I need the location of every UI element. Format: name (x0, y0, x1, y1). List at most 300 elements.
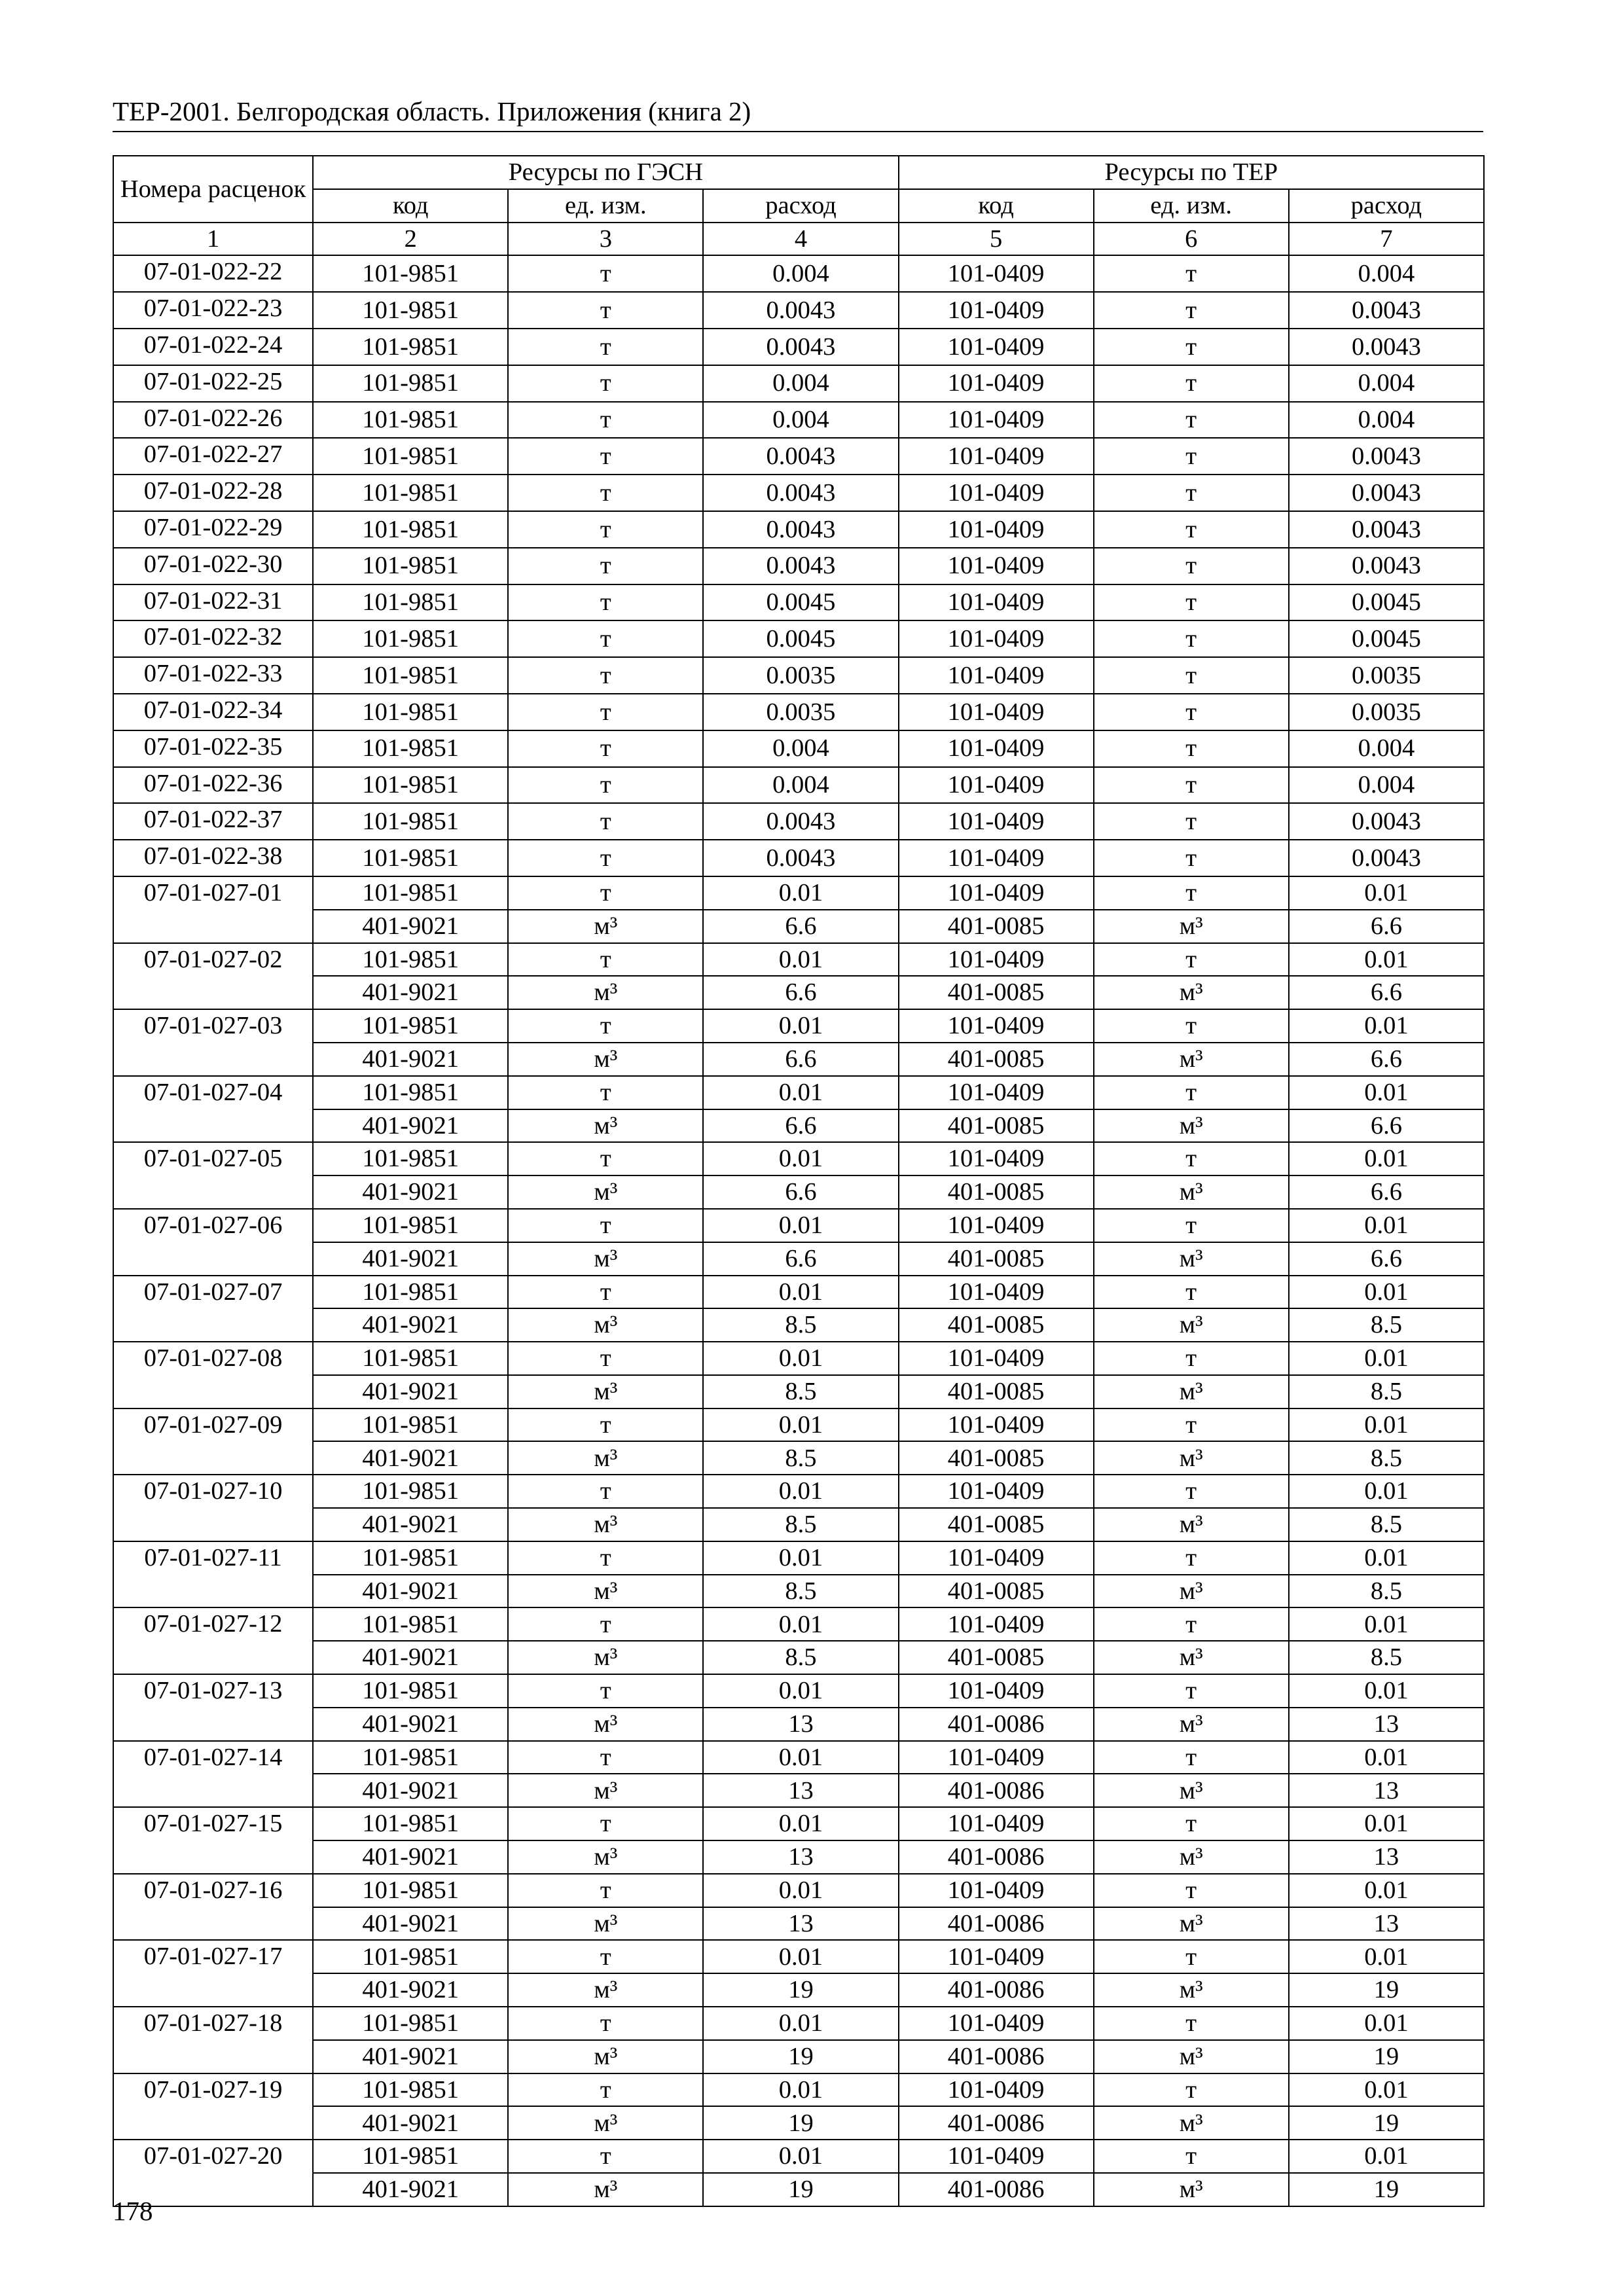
table-row (113, 1175, 1484, 1209)
ter-consumption-cell: 0.01 (1289, 1874, 1484, 1907)
gesn-code-cell: 401-9021 (313, 1109, 508, 1143)
gesn-consumption-cell: 6.6 (703, 910, 898, 943)
ter-code-cell: 101-0409 (899, 1475, 1094, 1508)
table-row (113, 1708, 1484, 1741)
ter-unit-cell: м³ (1094, 1308, 1289, 1342)
ter-unit-cell: м³ (1094, 976, 1289, 1009)
header-gesn-unit: ед. изм. (508, 189, 703, 223)
gesn-code-cell: 101-9851 (313, 1076, 508, 1109)
ter-code-cell: 101-0409 (899, 657, 1094, 694)
rate-number-cell: 07-01-022-28 (113, 475, 313, 511)
table-header (113, 156, 1484, 255)
gesn-consumption-cell: 0.0043 (703, 438, 898, 475)
gesn-consumption-cell: 0.0045 (703, 620, 898, 657)
ter-unit-cell: м³ (1094, 1375, 1289, 1408)
gesn-consumption-cell: 8.5 (703, 1508, 898, 1541)
ter-code-cell: 101-0409 (899, 2140, 1094, 2173)
ter-code-cell: 101-0409 (899, 255, 1094, 292)
rate-number-cell: 07-01-027-20 (113, 2140, 313, 2206)
gesn-consumption-cell: 0.01 (703, 1475, 898, 1508)
resources-table (113, 155, 1485, 2207)
table-row (113, 2073, 1484, 2107)
ter-consumption-cell: 0.01 (1289, 1807, 1484, 1840)
column-number: 3 (508, 223, 703, 256)
gesn-consumption-cell: 0.0045 (703, 584, 898, 621)
table-row (113, 1308, 1484, 1342)
ter-unit-cell: т (1094, 2140, 1289, 2173)
rate-number-cell: 07-01-022-31 (113, 584, 313, 621)
ter-unit-cell: м³ (1094, 2106, 1289, 2140)
gesn-unit-cell: т (508, 365, 703, 402)
gesn-code-cell: 101-9851 (313, 1009, 508, 1043)
gesn-consumption-cell: 0.01 (703, 2073, 898, 2107)
gesn-code-cell: 101-9851 (313, 943, 508, 977)
ter-consumption-cell: 0.004 (1289, 767, 1484, 804)
ter-code-cell: 101-0409 (899, 1541, 1094, 1575)
ter-consumption-cell: 8.5 (1289, 1641, 1484, 1674)
ter-unit-cell: т (1094, 1209, 1289, 1242)
gesn-unit-cell: м³ (508, 1109, 703, 1143)
table-row (113, 730, 1484, 767)
rate-number-cell: 07-01-027-17 (113, 1940, 313, 2007)
gesn-unit-cell: м³ (508, 2106, 703, 2140)
header-ter-unit: ед. изм. (1094, 189, 1289, 223)
ter-unit-cell: т (1094, 803, 1289, 840)
ter-code-cell: 401-0086 (899, 2173, 1094, 2206)
gesn-code-cell: 101-9851 (313, 1209, 508, 1242)
rate-number-cell: 07-01-027-08 (113, 1342, 313, 1408)
ter-code-cell: 101-0409 (899, 1408, 1094, 1442)
gesn-code-cell: 101-9851 (313, 876, 508, 910)
gesn-consumption-cell: 0.01 (703, 1076, 898, 1109)
table-row (113, 1242, 1484, 1276)
gesn-consumption-cell: 0.0043 (703, 803, 898, 840)
gesn-code-cell: 101-9851 (313, 2073, 508, 2107)
gesn-unit-cell: т (508, 876, 703, 910)
gesn-unit-cell: т (508, 943, 703, 977)
gesn-code-cell: 101-9851 (313, 1276, 508, 1309)
ter-consumption-cell: 13 (1289, 1774, 1484, 1807)
rate-number-cell: 07-01-022-35 (113, 730, 313, 767)
gesn-unit-cell: т (508, 1209, 703, 1242)
ter-unit-cell: м³ (1094, 1043, 1289, 1076)
table-row (113, 1475, 1484, 1508)
ter-code-cell: 101-0409 (899, 1940, 1094, 1973)
ter-consumption-cell: 0.01 (1289, 1475, 1484, 1508)
ter-code-cell: 401-0086 (899, 1774, 1094, 1807)
gesn-unit-cell: м³ (508, 2040, 703, 2073)
ter-consumption-cell: 0.0043 (1289, 840, 1484, 876)
gesn-code-cell: 401-9021 (313, 1575, 508, 1608)
ter-consumption-cell: 0.01 (1289, 1607, 1484, 1641)
gesn-consumption-cell: 0.004 (703, 255, 898, 292)
ter-unit-cell: т (1094, 620, 1289, 657)
gesn-code-cell: 401-9021 (313, 1375, 508, 1408)
table-row (113, 1973, 1484, 2007)
gesn-unit-cell: м³ (508, 1175, 703, 1209)
rate-number-cell: 07-01-027-06 (113, 1209, 313, 1276)
ter-consumption-cell: 6.6 (1289, 976, 1484, 1009)
ter-consumption-cell: 0.0043 (1289, 511, 1484, 548)
gesn-code-cell: 101-9851 (313, 1142, 508, 1175)
table-row (113, 548, 1484, 584)
gesn-unit-cell: м³ (508, 1907, 703, 1941)
ter-code-cell: 101-0409 (899, 292, 1094, 329)
table-body (113, 255, 1484, 2206)
ter-unit-cell: м³ (1094, 2173, 1289, 2206)
ter-unit-cell: т (1094, 1874, 1289, 1907)
rate-number-cell: 07-01-027-10 (113, 1475, 313, 1541)
ter-code-cell: 101-0409 (899, 876, 1094, 910)
ter-consumption-cell: 0.0043 (1289, 438, 1484, 475)
rate-number-cell: 07-01-027-16 (113, 1874, 313, 1941)
gesn-consumption-cell: 19 (703, 1973, 898, 2007)
gesn-code-cell: 101-9851 (313, 694, 508, 730)
column-number: 1 (113, 223, 313, 256)
gesn-code-cell: 101-9851 (313, 365, 508, 402)
rate-number-cell: 07-01-027-14 (113, 1741, 313, 1808)
rate-number-cell: 07-01-022-32 (113, 620, 313, 657)
ter-code-cell: 101-0409 (899, 1142, 1094, 1175)
ter-code-cell: 101-0409 (899, 438, 1094, 475)
table-row (113, 1342, 1484, 1375)
gesn-unit-cell: т (508, 730, 703, 767)
ter-unit-cell: т (1094, 657, 1289, 694)
ter-code-cell: 101-0409 (899, 1807, 1094, 1840)
rate-number-cell: 07-01-027-03 (113, 1009, 313, 1076)
ter-code-cell: 101-0409 (899, 1276, 1094, 1309)
gesn-unit-cell: м³ (508, 976, 703, 1009)
ter-unit-cell: м³ (1094, 2040, 1289, 2073)
ter-code-cell: 401-0086 (899, 1708, 1094, 1741)
ter-consumption-cell: 0.01 (1289, 876, 1484, 910)
ter-code-cell: 101-0409 (899, 475, 1094, 511)
gesn-consumption-cell: 6.6 (703, 1242, 898, 1276)
gesn-code-cell: 101-9851 (313, 2007, 508, 2040)
table-row (113, 475, 1484, 511)
gesn-consumption-cell: 0.0043 (703, 292, 898, 329)
ter-consumption-cell: 0.004 (1289, 365, 1484, 402)
gesn-unit-cell: м³ (508, 1508, 703, 1541)
ter-consumption-cell: 0.0043 (1289, 329, 1484, 365)
ter-code-cell: 401-0085 (899, 1109, 1094, 1143)
ter-consumption-cell: 13 (1289, 1907, 1484, 1941)
ter-code-cell: 401-0085 (899, 1242, 1094, 1276)
ter-unit-cell: м³ (1094, 1242, 1289, 1276)
gesn-code-cell: 101-9851 (313, 730, 508, 767)
table-row (113, 1009, 1484, 1043)
header-rate-numbers: Номера расценок (113, 156, 313, 223)
column-number: 7 (1289, 223, 1484, 256)
gesn-consumption-cell: 6.6 (703, 1175, 898, 1209)
table-row (113, 1508, 1484, 1541)
ter-consumption-cell: 6.6 (1289, 1175, 1484, 1209)
ter-code-cell: 101-0409 (899, 548, 1094, 584)
gesn-consumption-cell: 0.01 (703, 1940, 898, 1973)
gesn-code-cell: 101-9851 (313, 402, 508, 439)
table-row (113, 329, 1484, 365)
table-row (113, 1541, 1484, 1575)
header-rule (113, 131, 1483, 132)
ter-consumption-cell: 0.0045 (1289, 584, 1484, 621)
ter-unit-cell: т (1094, 1475, 1289, 1508)
gesn-consumption-cell: 0.004 (703, 767, 898, 804)
gesn-consumption-cell: 6.6 (703, 976, 898, 1009)
table-row (113, 1874, 1484, 1907)
table-row (113, 255, 1484, 292)
rate-number-cell: 07-01-027-04 (113, 1076, 313, 1143)
gesn-unit-cell: м³ (508, 1441, 703, 1475)
gesn-unit-cell: т (508, 584, 703, 621)
table-row (113, 694, 1484, 730)
header-gesn-consumption: расход (703, 189, 898, 223)
rate-number-cell: 07-01-022-36 (113, 767, 313, 804)
ter-unit-cell: т (1094, 2073, 1289, 2107)
table-row (113, 1076, 1484, 1109)
ter-consumption-cell: 0.004 (1289, 402, 1484, 439)
gesn-unit-cell: т (508, 548, 703, 584)
rate-number-cell: 07-01-022-23 (113, 292, 313, 329)
ter-unit-cell: т (1094, 1142, 1289, 1175)
gesn-consumption-cell: 13 (703, 1907, 898, 1941)
rate-number-cell: 07-01-027-05 (113, 1142, 313, 1209)
gesn-consumption-cell: 0.01 (703, 1541, 898, 1575)
ter-consumption-cell: 19 (1289, 2106, 1484, 2140)
gesn-consumption-cell: 0.0035 (703, 657, 898, 694)
ter-unit-cell: м³ (1094, 1774, 1289, 1807)
gesn-unit-cell: т (508, 2007, 703, 2040)
header-ter-consumption: расход (1289, 189, 1484, 223)
rate-number-cell: 07-01-022-33 (113, 657, 313, 694)
gesn-unit-cell: т (508, 694, 703, 730)
table-row (113, 1276, 1484, 1309)
table-row (113, 840, 1484, 876)
ter-consumption-cell: 0.01 (1289, 2007, 1484, 2040)
table-row (113, 1575, 1484, 1608)
ter-code-cell: 101-0409 (899, 730, 1094, 767)
gesn-code-cell: 401-9021 (313, 1043, 508, 1076)
ter-consumption-cell: 0.01 (1289, 1076, 1484, 1109)
gesn-code-cell: 401-9021 (313, 1175, 508, 1209)
ter-consumption-cell: 8.5 (1289, 1575, 1484, 1608)
gesn-code-cell: 101-9851 (313, 1674, 508, 1708)
ter-unit-cell: м³ (1094, 1973, 1289, 2007)
gesn-consumption-cell: 0.0043 (703, 475, 898, 511)
ter-consumption-cell: 19 (1289, 1973, 1484, 2007)
ter-code-cell: 101-0409 (899, 943, 1094, 977)
gesn-consumption-cell: 0.01 (703, 1607, 898, 1641)
ter-consumption-cell: 0.0043 (1289, 548, 1484, 584)
gesn-code-cell: 401-9021 (313, 1641, 508, 1674)
gesn-code-cell: 401-9021 (313, 2106, 508, 2140)
gesn-consumption-cell: 13 (703, 1708, 898, 1741)
gesn-consumption-cell: 0.01 (703, 876, 898, 910)
ter-code-cell: 101-0409 (899, 620, 1094, 657)
gesn-unit-cell: т (508, 1342, 703, 1375)
gesn-consumption-cell: 0.0043 (703, 840, 898, 876)
gesn-consumption-cell: 0.01 (703, 943, 898, 977)
gesn-consumption-cell: 6.6 (703, 1109, 898, 1143)
table-row (113, 292, 1484, 329)
gesn-unit-cell: т (508, 1807, 703, 1840)
gesn-code-cell: 101-9851 (313, 329, 508, 365)
gesn-unit-cell: т (508, 292, 703, 329)
ter-code-cell: 101-0409 (899, 1607, 1094, 1641)
column-number: 4 (703, 223, 898, 256)
gesn-code-cell: 101-9851 (313, 1607, 508, 1641)
gesn-unit-cell: т (508, 2073, 703, 2107)
ter-unit-cell: т (1094, 548, 1289, 584)
table-row (113, 1142, 1484, 1175)
ter-code-cell: 101-0409 (899, 767, 1094, 804)
ter-consumption-cell: 6.6 (1289, 1242, 1484, 1276)
ter-unit-cell: т (1094, 1009, 1289, 1043)
rate-number-cell: 07-01-022-26 (113, 402, 313, 439)
gesn-consumption-cell: 0.01 (703, 1276, 898, 1309)
gesn-unit-cell: т (508, 1874, 703, 1907)
gesn-consumption-cell: 19 (703, 2106, 898, 2140)
gesn-consumption-cell: 0.01 (703, 2140, 898, 2173)
gesn-unit-cell: т (508, 657, 703, 694)
gesn-consumption-cell: 0.01 (703, 1807, 898, 1840)
table-row (113, 876, 1484, 910)
ter-code-cell: 401-0085 (899, 1508, 1094, 1541)
ter-consumption-cell: 0.01 (1289, 2140, 1484, 2173)
ter-unit-cell: м³ (1094, 1575, 1289, 1608)
table-row (113, 584, 1484, 621)
ter-consumption-cell: 6.6 (1289, 1043, 1484, 1076)
gesn-unit-cell: т (508, 438, 703, 475)
table-row (113, 1774, 1484, 1807)
ter-consumption-cell: 0.0035 (1289, 657, 1484, 694)
ter-consumption-cell: 0.01 (1289, 1009, 1484, 1043)
gesn-consumption-cell: 19 (703, 2173, 898, 2206)
gesn-code-cell: 401-9021 (313, 1508, 508, 1541)
gesn-consumption-cell: 0.0043 (703, 511, 898, 548)
gesn-consumption-cell: 8.5 (703, 1641, 898, 1674)
table-row (113, 1408, 1484, 1442)
gesn-consumption-cell: 0.0043 (703, 329, 898, 365)
gesn-consumption-cell: 0.004 (703, 365, 898, 402)
header-ter-code: код (899, 189, 1094, 223)
gesn-unit-cell: м³ (508, 1973, 703, 2007)
gesn-unit-cell: т (508, 255, 703, 292)
ter-consumption-cell: 19 (1289, 2040, 1484, 2073)
gesn-unit-cell: т (508, 1142, 703, 1175)
table-row (113, 657, 1484, 694)
gesn-unit-cell: м³ (508, 1708, 703, 1741)
gesn-consumption-cell: 0.004 (703, 730, 898, 767)
gesn-code-cell: 401-9021 (313, 1907, 508, 1941)
ter-code-cell: 401-0085 (899, 1641, 1094, 1674)
gesn-code-cell: 101-9851 (313, 438, 508, 475)
ter-unit-cell: т (1094, 730, 1289, 767)
gesn-unit-cell: м³ (508, 910, 703, 943)
ter-unit-cell: т (1094, 1076, 1289, 1109)
ter-unit-cell: м³ (1094, 1109, 1289, 1143)
ter-consumption-cell: 0.004 (1289, 255, 1484, 292)
ter-unit-cell: т (1094, 840, 1289, 876)
ter-unit-cell: т (1094, 1741, 1289, 1774)
ter-unit-cell: т (1094, 767, 1289, 804)
gesn-code-cell: 401-9021 (313, 2173, 508, 2206)
ter-consumption-cell: 0.01 (1289, 943, 1484, 977)
ter-code-cell: 401-0086 (899, 2040, 1094, 2073)
table-row (113, 803, 1484, 840)
ter-consumption-cell: 0.01 (1289, 1408, 1484, 1442)
table-row (113, 402, 1484, 439)
ter-code-cell: 101-0409 (899, 2007, 1094, 2040)
gesn-code-cell: 101-9851 (313, 255, 508, 292)
ter-unit-cell: м³ (1094, 910, 1289, 943)
table-row (113, 2007, 1484, 2040)
gesn-code-cell: 401-9021 (313, 1308, 508, 1342)
ter-unit-cell: т (1094, 694, 1289, 730)
table-row (113, 1674, 1484, 1708)
gesn-consumption-cell: 0.01 (703, 1408, 898, 1442)
gesn-consumption-cell: 8.5 (703, 1375, 898, 1408)
ter-code-cell: 401-0085 (899, 1308, 1094, 1342)
ter-unit-cell: т (1094, 1342, 1289, 1375)
ter-code-cell: 101-0409 (899, 2073, 1094, 2107)
gesn-consumption-cell: 13 (703, 1840, 898, 1874)
ter-unit-cell: м³ (1094, 1508, 1289, 1541)
gesn-code-cell: 101-9851 (313, 475, 508, 511)
ter-consumption-cell: 8.5 (1289, 1308, 1484, 1342)
gesn-unit-cell: т (508, 402, 703, 439)
table-row (113, 620, 1484, 657)
gesn-unit-cell: м³ (508, 1242, 703, 1276)
gesn-code-cell: 101-9851 (313, 1541, 508, 1575)
ter-consumption-cell: 0.0045 (1289, 620, 1484, 657)
gesn-unit-cell: т (508, 329, 703, 365)
rate-number-cell: 07-01-027-13 (113, 1674, 313, 1741)
table-row (113, 1043, 1484, 1076)
table-row (113, 1741, 1484, 1774)
ter-consumption-cell: 8.5 (1289, 1375, 1484, 1408)
ter-code-cell: 401-0085 (899, 976, 1094, 1009)
gesn-code-cell: 401-9021 (313, 2040, 508, 2073)
rate-number-cell: 07-01-022-37 (113, 803, 313, 840)
ter-code-cell: 401-0085 (899, 910, 1094, 943)
gesn-unit-cell: т (508, 620, 703, 657)
ter-code-cell: 101-0409 (899, 1674, 1094, 1708)
ter-code-cell: 401-0085 (899, 1575, 1094, 1608)
table-row (113, 1109, 1484, 1143)
ter-consumption-cell: 0.01 (1289, 1209, 1484, 1242)
ter-code-cell: 401-0086 (899, 2106, 1094, 2140)
ter-unit-cell: т (1094, 329, 1289, 365)
ter-code-cell: 101-0409 (899, 1009, 1094, 1043)
ter-consumption-cell: 0.01 (1289, 1741, 1484, 1774)
column-number: 2 (313, 223, 508, 256)
ter-code-cell: 401-0086 (899, 1907, 1094, 1941)
ter-unit-cell: т (1094, 292, 1289, 329)
gesn-consumption-cell: 0.01 (703, 1209, 898, 1242)
ter-code-cell: 401-0086 (899, 1973, 1094, 2007)
ter-unit-cell: м³ (1094, 1907, 1289, 1941)
ter-consumption-cell: 0.01 (1289, 2073, 1484, 2107)
rate-number-cell: 07-01-027-18 (113, 2007, 313, 2073)
gesn-code-cell: 401-9021 (313, 1973, 508, 2007)
rate-number-cell: 07-01-022-25 (113, 365, 313, 402)
ter-code-cell: 101-0409 (899, 1076, 1094, 1109)
gesn-unit-cell: т (508, 1607, 703, 1641)
rate-number-cell: 07-01-022-34 (113, 694, 313, 730)
gesn-code-cell: 101-9851 (313, 584, 508, 621)
rate-number-cell: 07-01-027-19 (113, 2073, 313, 2140)
gesn-code-cell: 101-9851 (313, 1940, 508, 1973)
